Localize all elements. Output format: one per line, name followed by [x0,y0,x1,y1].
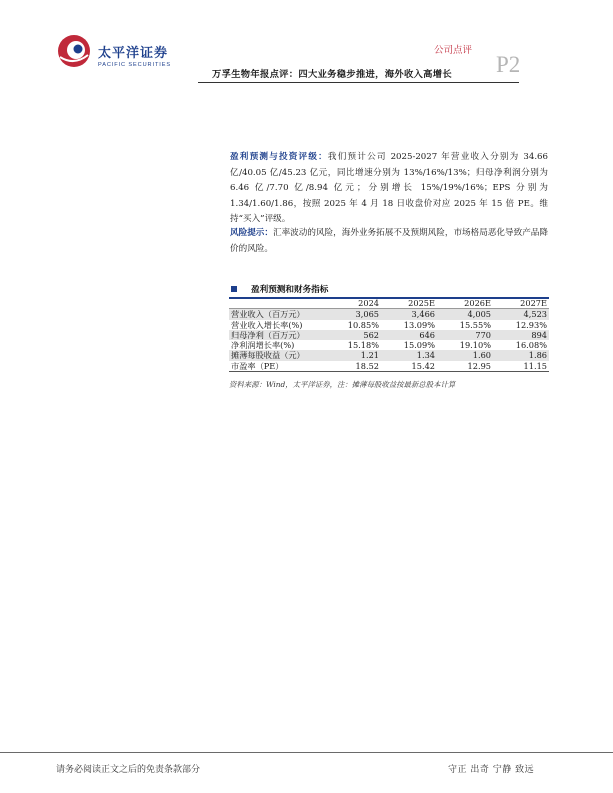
table-row [229,309,549,320]
table-cell: 4,523 [493,309,549,320]
table-row [229,350,549,360]
row-label: 摊薄每股收益（元） [229,350,325,360]
logo-mark-icon [56,33,92,69]
table-cell: 894 [493,330,549,340]
table-cell: 16.08% [515,340,547,351]
table-row [229,361,549,372]
forecast-paragraph [230,150,548,228]
row-label: 营业收入（百万元） [229,309,325,320]
risk-text: 汇率波动的风险，海外业务拓展不及预期风险，市场格局恶化导致产品降价的风险。 [230,228,548,254]
report-type: 公司点评 [434,45,473,56]
table-header-row [229,298,549,309]
financial-table [229,298,549,372]
table-cell: 3,466 [381,309,437,320]
footer-disclaimer: 请务必阅读正文之后的免责条款部分 [56,765,201,775]
table-cell: 646 [381,330,437,340]
row-label: 归母净利（百万元） [229,330,325,340]
table-cell: 19.10% [459,340,491,351]
table-header-cell [229,298,325,309]
table-cell: 770 [437,330,493,340]
table-cell: 11.15 [493,361,549,372]
footer-divider [0,752,613,753]
page-number: P2 [496,52,521,77]
company-logo [56,33,186,77]
table-title-square-icon [231,286,237,292]
forecast-label: 盈利预测与投资评级： [230,152,328,162]
table-header-cell: 2026E [437,298,493,309]
table-cell: 3,065 [325,309,381,320]
table-cell: 562 [325,330,381,340]
forecast-text: 我们预计公司 2025-2027 年营业收入分别为 34.66 亿/40.05 亿/45.23 亿元，同比增速分别为 13%/16%/13%；归母净利润分别为 6.46 亿/7.70 亿/8.94 亿元；分别增长 15%/19%/16%；EPS 分别为 1.34/1.60/1.86，按照 2025 年 4 月 18 日收盘价对应 2025 年 15 倍 PE。维持“买入”评级。 [230,152,548,224]
table-header-cell: 2024 [325,298,381,309]
table-header-cell: 2025E [381,298,437,309]
row-label: 净利润增长率(%) [231,340,295,351]
table-cell: 18.52 [325,361,381,372]
table-cell: 1.86 [493,350,549,360]
table-source-note: 资料来源：Wind，太平洋证券，注：摊薄每股收益按最新总股本计算 [229,380,456,389]
table-cell: 15.42 [381,361,437,372]
table-title: 盈利预测和财务指标 [251,285,329,295]
risk-paragraph [230,226,548,257]
header-divider [198,82,519,83]
risk-label: 风险提示： [230,228,273,238]
report-title: 万孚生物年报点评：四大业务稳步推进，海外收入高增长 [212,69,452,80]
table-cell: 1.21 [325,350,381,360]
table-cell: 1.34 [381,350,437,360]
table-row [229,320,549,330]
table-cell: 4,005 [437,309,493,320]
table-cell: 1.60 [437,350,493,360]
row-label: 营业收入增长率(%) [231,319,303,330]
table-row [229,340,549,350]
table-cell: 10.85% [347,319,379,330]
table-cell: 15.55% [459,319,491,330]
table-cell: 13.09% [403,319,435,330]
row-label: 市盈率（PE） [229,361,325,372]
logo-chinese-name: 太平洋证券 [98,46,169,61]
table-row [229,330,549,340]
logo-english-name: PACIFIC SECURITIES [98,62,171,68]
table-cell: 15.18% [347,340,379,351]
table-cell: 12.95 [437,361,493,372]
footer-motto: 守正 出奇 宁静 致远 [448,765,535,775]
table-cell: 12.93% [515,319,547,330]
table-header-cell: 2027E [493,298,549,309]
table-cell: 15.09% [403,340,435,351]
